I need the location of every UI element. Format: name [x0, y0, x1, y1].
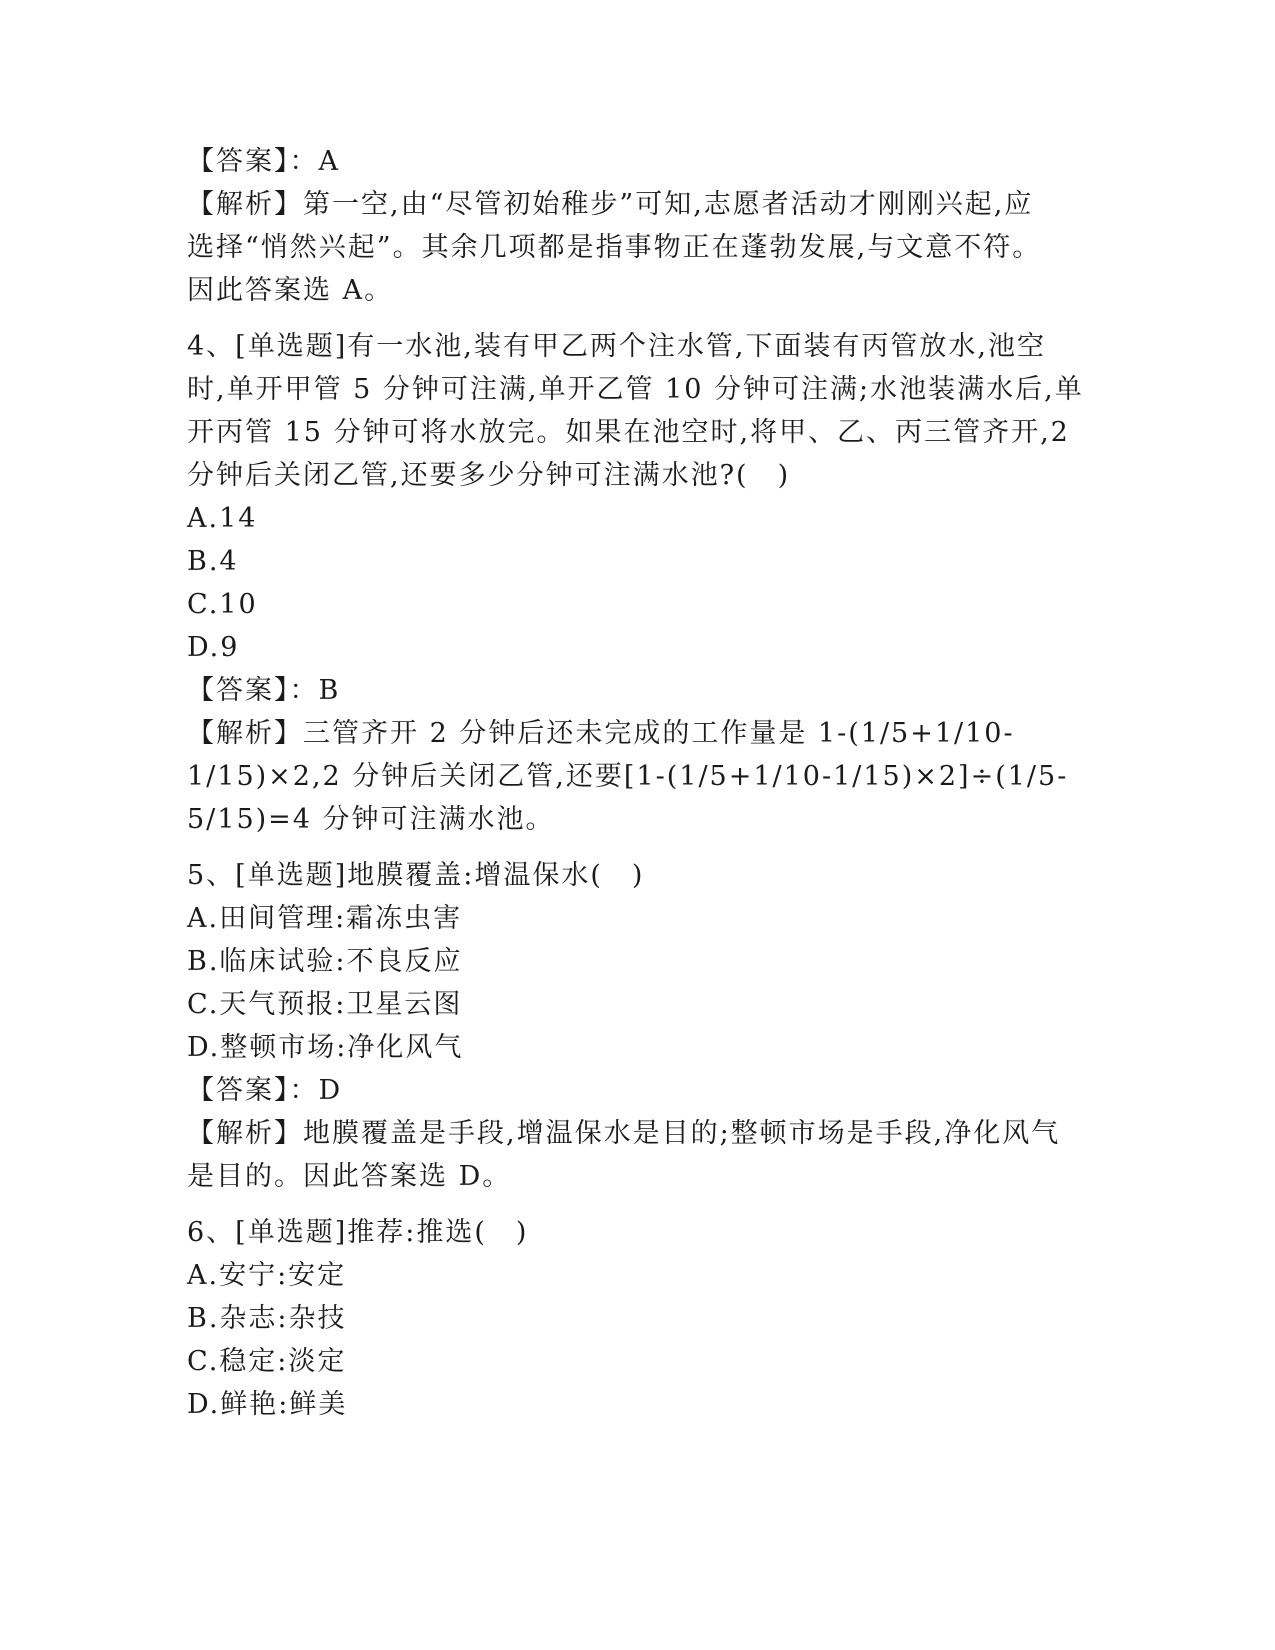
answer-line: 【答案】：B — [187, 675, 341, 706]
option-d: D.鲜艳:鲜美 — [187, 1389, 348, 1420]
question-6 — [187, 1211, 1067, 1426]
option-c: C.稳定:淡定 — [187, 1346, 347, 1377]
question-stem: 6、[单选题]推荐:推选( ) — [187, 1217, 529, 1248]
analysis-line: 【解析】三管齐开 2 分钟后还未完成的工作量是 1-(1/5+1/10- — [187, 718, 1015, 749]
analysis-line: 1/15)×2,2 分钟后关闭乙管,还要[1-(1/5+1/10-1/15)×2]÷(1/5- — [187, 761, 1069, 792]
analysis-line: 【解析】第一空,由“尽管初始稚步”可知,志愿者活动才刚刚兴起,应 — [187, 189, 1034, 220]
option-d: D.整顿市场:净化风气 — [187, 1032, 464, 1063]
analysis-line: 【解析】地膜覆盖是手段,增温保水是目的;整顿市场是手段,净化风气 — [187, 1118, 1061, 1149]
option-c: C.天气预报:卫星云图 — [187, 989, 463, 1020]
option-c: C.10 — [187, 589, 258, 620]
option-b: B.临床试验:不良反应 — [187, 946, 463, 977]
analysis-line: 因此答案选 A。 — [187, 275, 394, 306]
document-content — [187, 140, 1084, 1439]
option-a: A.14 — [187, 503, 258, 534]
answer-line: 【答案】：A — [187, 146, 340, 177]
analysis-line: 是目的。因此答案选 D。 — [187, 1161, 512, 1192]
prev-question-block — [187, 140, 1067, 312]
question-stem-line: 开丙管 15 分钟可将水放完。如果在池空时,将甲、乙、丙三管齐开,2 — [187, 417, 1070, 448]
option-b: B.4 — [187, 546, 239, 577]
option-d: D.9 — [187, 632, 240, 663]
option-a: A.安宁:安定 — [187, 1260, 347, 1291]
question-stem: 5、[单选题]地膜覆盖:增温保水( ) — [187, 860, 645, 891]
question-5 — [187, 854, 1067, 1198]
answer-line: 【答案】：D — [187, 1075, 343, 1106]
option-a: A.田间管理:霜冻虫害 — [187, 903, 463, 934]
analysis-line: 5/15)=4 分钟可注满水池。 — [187, 804, 555, 835]
question-stem-line: 时,单开甲管 5 分钟可注满,单开乙管 10 分钟可注满;水池装满水后,单 — [187, 374, 1084, 405]
question-stem-line: 4、[单选题]有一水池,装有甲乙两个注水管,下面装有丙管放水,池空 — [187, 331, 1046, 362]
option-b: B.杂志:杂技 — [187, 1303, 347, 1334]
question-4 — [187, 325, 1084, 841]
analysis-line: 选择“悄然兴起”。其余几项都是指事物正在蓬勃发展,与文意不符。 — [187, 232, 1042, 263]
question-stem-line: 分钟后关闭乙管,还要多少分钟可注满水池?( ) — [187, 460, 791, 491]
